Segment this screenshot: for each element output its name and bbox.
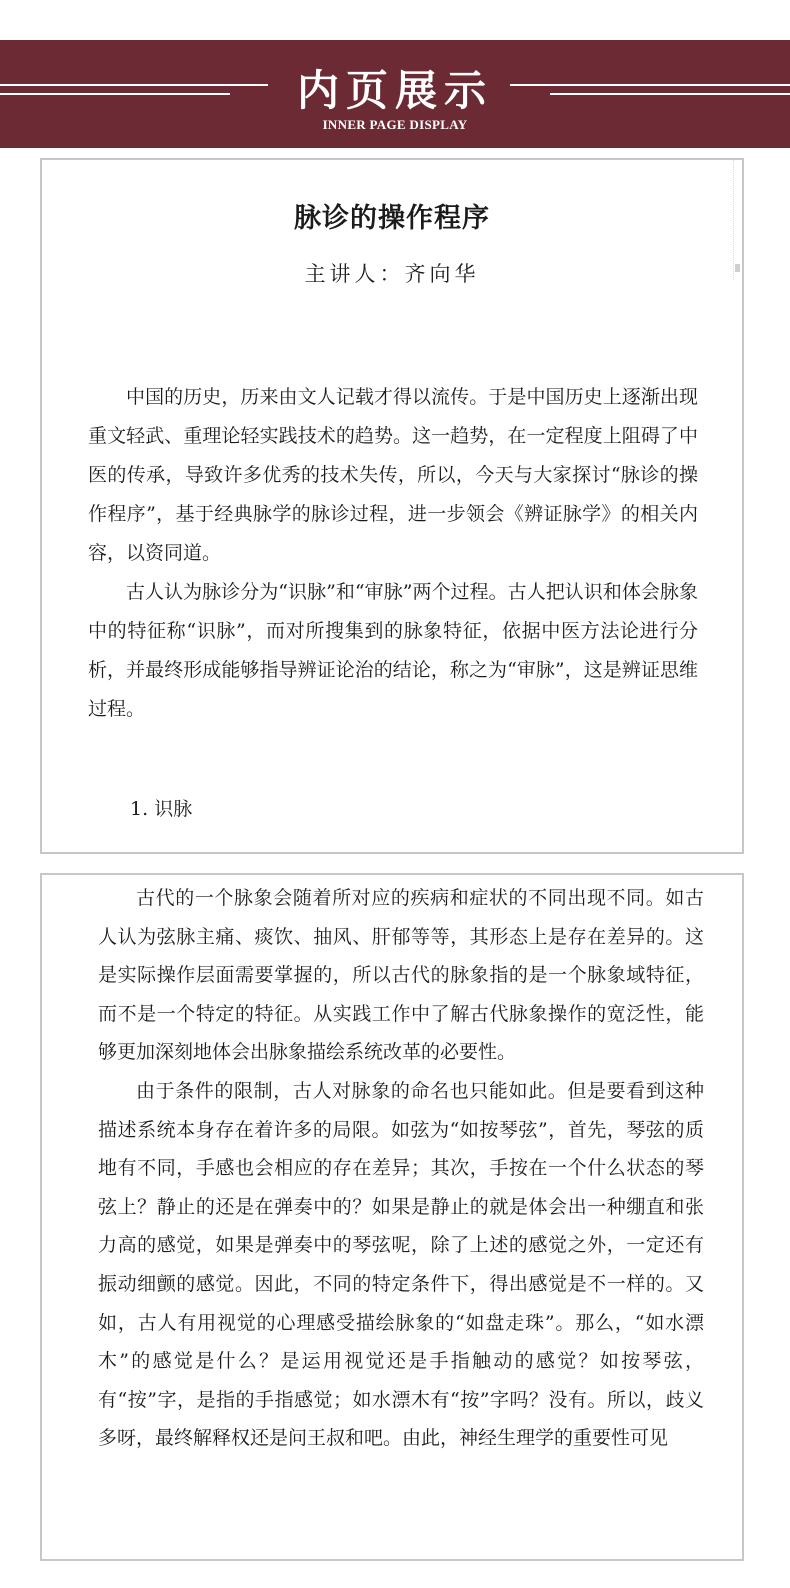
paragraph: 中国的历史，历来由文人记载才得以流传。于是中国历史上逐渐出现重文轻武、重理论轻实践技术的趋势。这一趋势，在一定程度上阻碍了中医的传承，导致许多优秀的技术失传，所以，今天与大家探讨“脉诊的操作程序”，基于经典脉学的脉诊过程，进一步领会《辨证脉学》的相关内容，以资同道。 — [88, 386, 698, 564]
page1-body — [88, 378, 698, 729]
page2-body — [98, 879, 704, 1458]
banner-subtitle: INNER PAGE DISPLAY — [322, 117, 468, 132]
section-heading-number: 1. — [130, 798, 149, 820]
paragraph: 古代的一个脉象会随着所对应的疾病和症状的不同出现不同。如古人认为弦脉主痛、痰饮、抽风、肝郁等等，其形态上是存在差异的。这是实际操作层面需要掌握的，所以古代的脉象指的是一个脉象域特征，而不是一个特定的特征。从实践工作中了解古代脉象操作的宽泛性，能够更加深刻地体会出脉象描绘系统改革的必要性。 — [98, 887, 704, 1064]
paragraph: 古人认为脉诊分为“识脉”和“审脉”两个过程。古人把认识和体会脉象中的特征称“识脉”，而对所搜集到的脉象特征，依据中医方法论进行分析，并最终形成能够指导辨证论治的结论，称之为“审脉”，这是辨证思维过程。 — [88, 581, 698, 720]
section-heading — [130, 794, 192, 821]
section-heading-text: 识脉 — [154, 798, 193, 820]
page-author: 主讲人：齐向华 — [304, 262, 480, 286]
paragraph: 由于条件的限制，古人对脉象的命名也只能如此。但是要看到这种描述系统本身存在着许多的局限。如弦为“如按琴弦”，首先，琴弦的质地有不同，手感也会相应的存在差异；其次，手按在一个什么状态的琴弦上？静止的还是在弹奏中的？如果是静止的就是体会出一种绷直和张力高的感觉，如果是弹奏中的琴弦呢，除了上述的感觉之外，一定还有振动细颤的感觉。因此，不同的特定条件下，得出感觉是不一样的。又如，古人有用视觉的心理感受描绘脉象的“如盘走珠”。那么，“如水漂木”的感觉是什么？是运用视觉还是手指触动的感觉？如按琴弦，有“按”字，是指的手指感觉；如水漂木有“按”字吗？没有。所以，歧义多呀，最终解释权还是问王叔和吧。由此，神经生理学的重要性可见 — [98, 1079, 704, 1450]
page-title: 脉诊的操作程序 — [294, 203, 490, 234]
book-page-2 — [40, 873, 744, 1561]
banner-title: 内页展示 — [296, 66, 493, 115]
header-banner — [0, 40, 790, 148]
book-page-1 — [40, 158, 744, 854]
